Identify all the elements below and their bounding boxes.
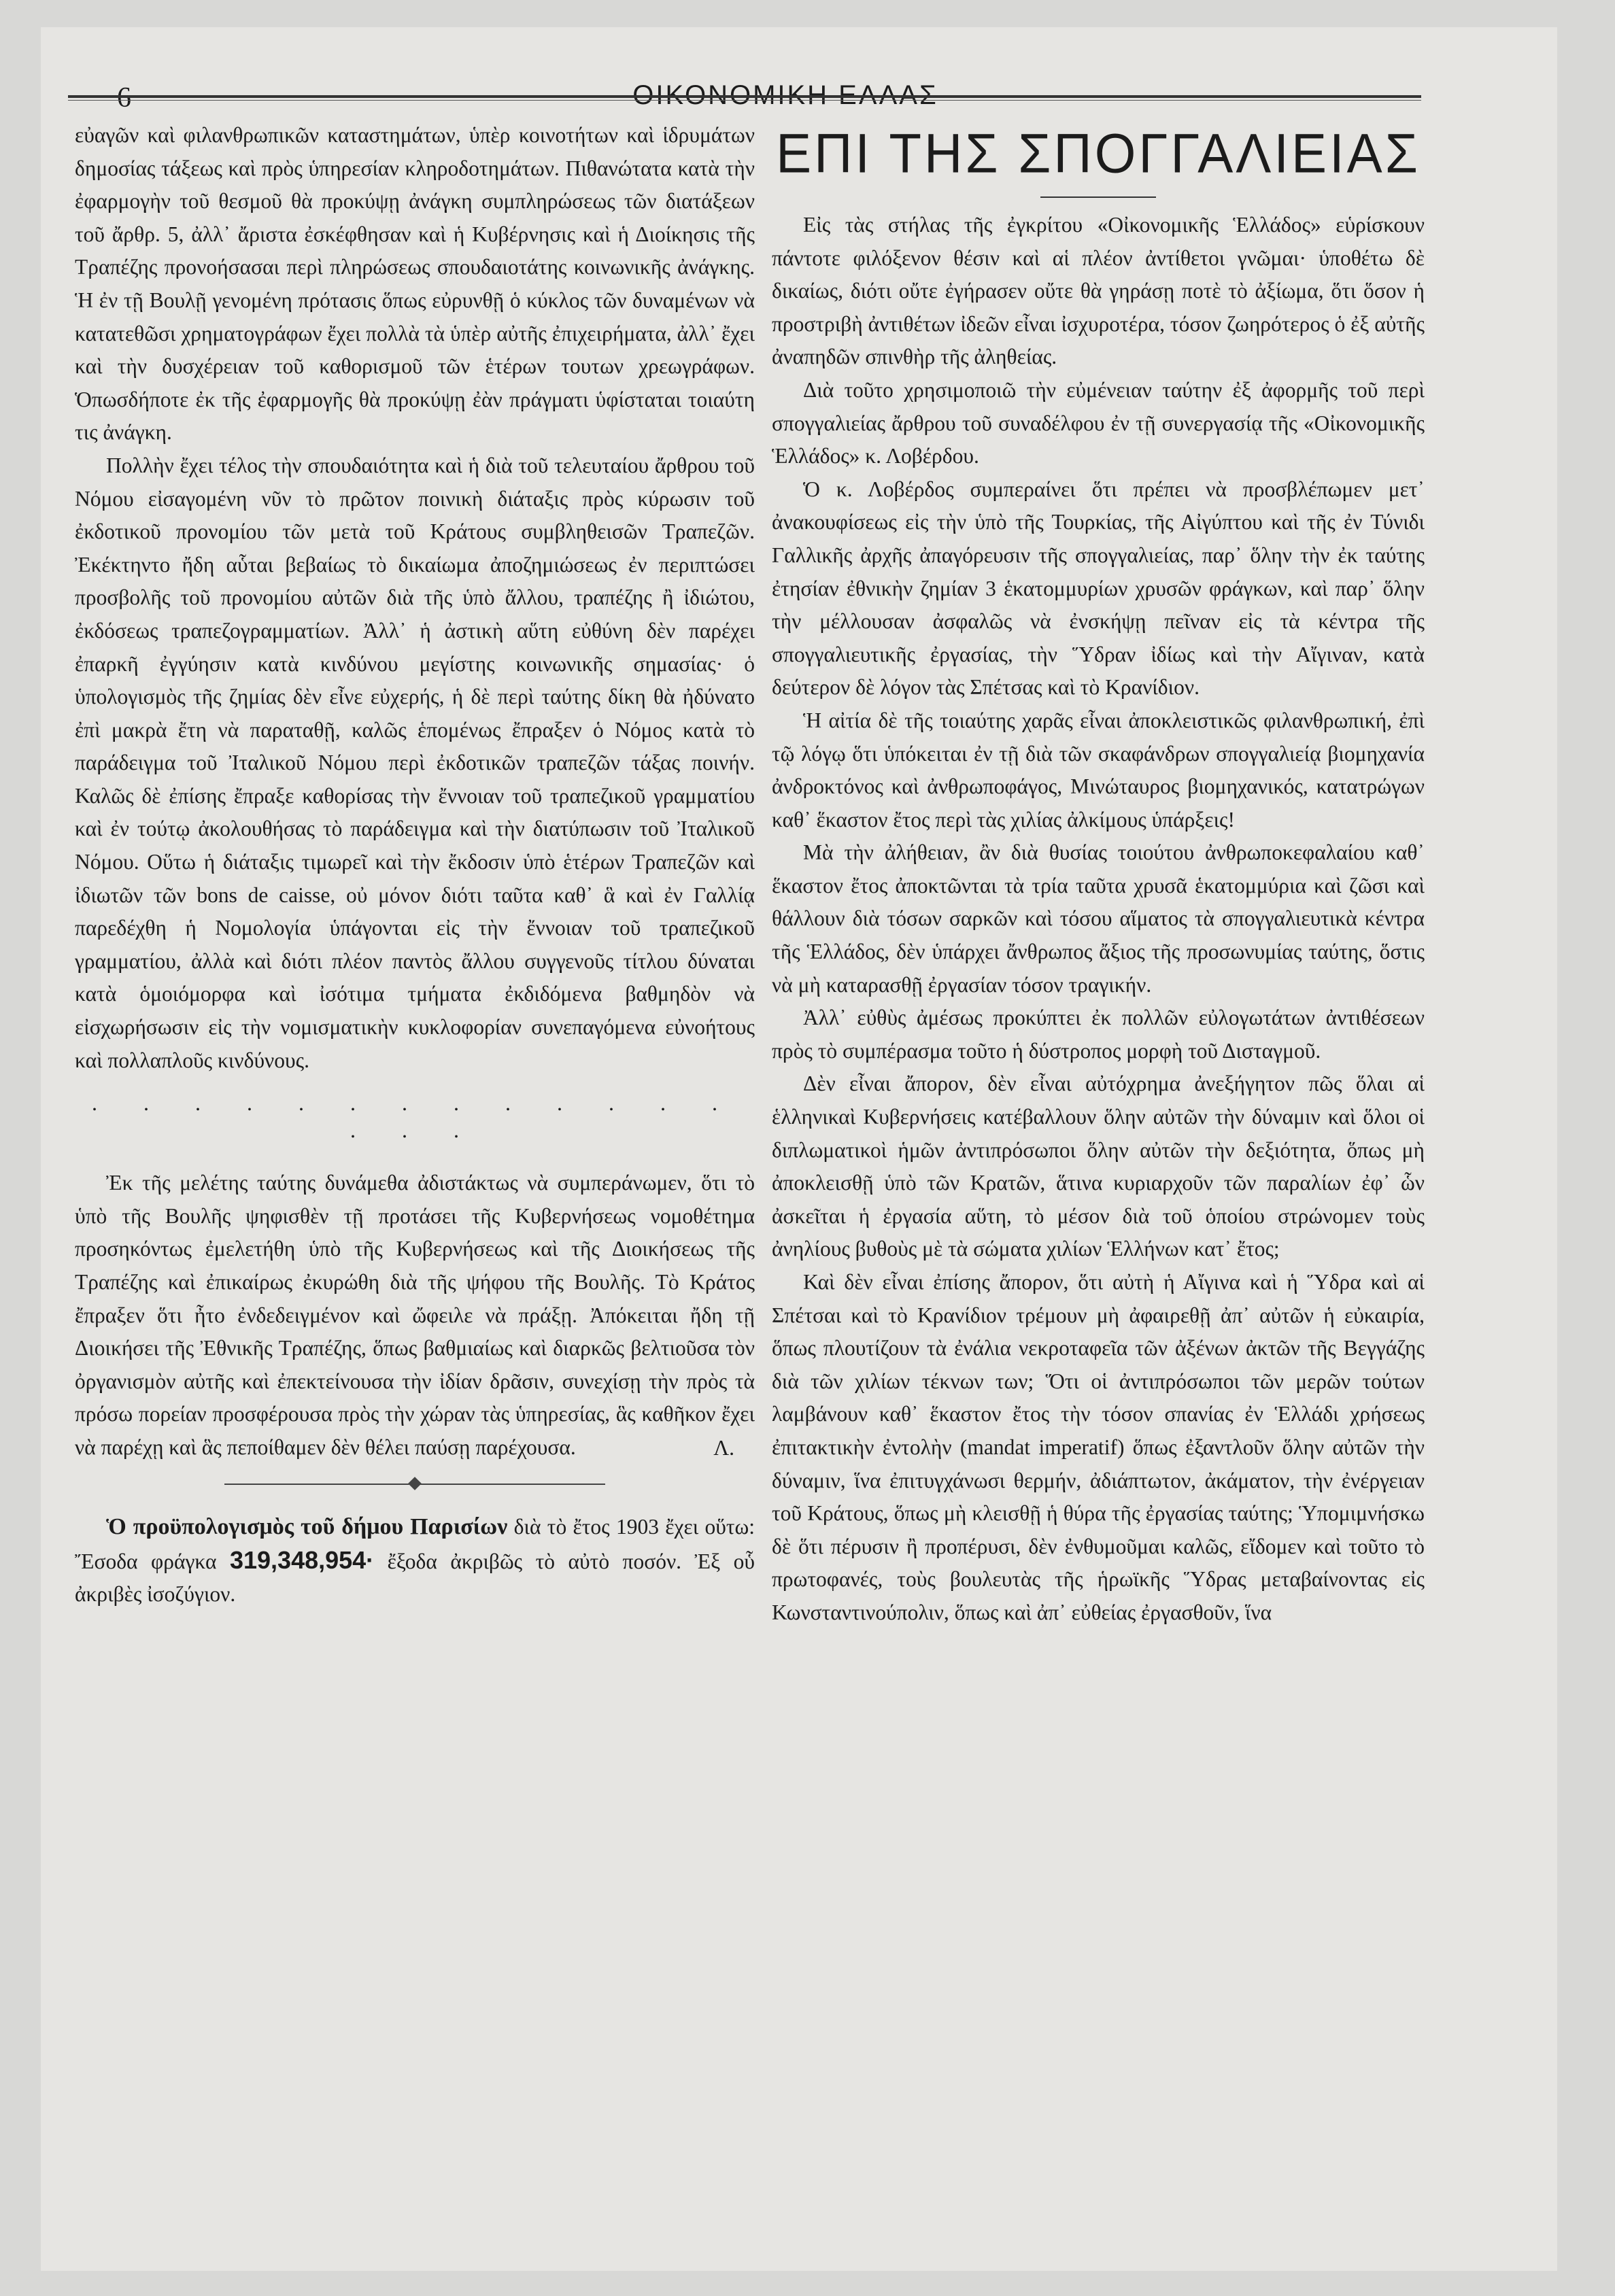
budget-note-title: Ὁ προϋπολογισμὸς τοῦ δήμου Παρισίων xyxy=(106,1514,508,1540)
right-paragraph: Δὲν εἶναι ἄπορον, δὲν εἶναι αὐτόχρημα ἀνεξήγητον πῶς ὅλαι αἱ ἑλληνικαὶ Κυβερνήσεις κατέβαλλουν ὅλην αὐτῶν τὴν δύναμιν καὶ ὅλοι οἱ διπλωματικοὶ ἡμῶν ἀντιπρόσωποι ὅλην αὐτῶν τὴν δεξιότητα, ὅπως μὴ ἀποκλεισθῇ ὑπὸ τῶν Κρατῶν, ἅτινα κυριαρχοῦν τῶν παραλίων ἐφ᾽ ὧν ἀσκεῖται ἡ ἐργασία αὕτη, τὸ μέσον διὰ τοῦ ὁποίου στρώνομεν τοὺς ἀνηλίους βυθοὺς μὲ τὰ σώματα χιλίων Ἑλλήνων κατ᾽ ἔτος; xyxy=(772,1072,1425,1261)
article-title: ΕΠΙ ΤΗΣ ΣΠΟΓΓΑΛΙΕΙΑΣ xyxy=(776,121,1421,185)
right-paragraph: Ὁ κ. Λοβέρδος συμπεραίνει ὅτι πρέπει νὰ προσβλέπωμεν μετ᾽ ἀνακουφίσεως εἰς τὴν ὑπὸ τῆς Τουρκίας, τῆς Αἰγύπτου καὶ τῆς ἐν Τύνιδι Γαλλικῆς ἀρχῆς ἀπαγόρευσιν τῆς σπογγαλιείας, παρ᾽ ὅλην τὴν ἐκ ταύτης ἐτησίαν ἐθνικὴν ζημίαν 3 ἑκατομμυρίων χρυσῶν φράγκων, καὶ παρ᾽ ὅλην τὴν μέλλουσαν ἀσφαλῶς νὰ ἐνσκήψῃ πεῖναν εἰς τὰ κέντρα τῆς σπογγαλιευτικῆς ἐργασίας, τὴν Ὕδραν ἰδίως καὶ τὴν Αἴγιναν, κατὰ δεύτερον δὲ λόγον τὰς Σπέτσας καὶ τὸ Κρανίδιον. xyxy=(772,477,1425,700)
budget-note-text-end: ἔξοδα ἀκριβῶς τὸ αὐτὸ ποσόν. Ἐξ οὗ ἀκριβὲς ἰσοζύγιον. xyxy=(75,1549,755,1607)
right-paragraph: Καὶ δὲν εἶναι ἐπίσης ἄπορον, ὅτι αὐτὴ ἡ Αἴγινα καὶ ἡ Ὕδρα καὶ αἱ Σπέτσαι καὶ τὸ Κρανίδιον τρέμουν μὴ ἀφαιρεθῇ ἀπ᾽ αὐτῶν ἡ εὐκαιρία, ὅπως πλουτίζουν τὰ ἐνάλια νεκροταφεῖα τῶν ἀξένων ἀκτῶν τῆς Βεγγάζης διὰ τῶν χιλίων τέκνων των; Ὅτι οἱ ἀντιπρόσωποι τῶν μερῶν τούτων λαμβάνουν καθ᾽ ἕκαστον ἔτος τὴν τόσον σπανίας ἐν Ἑλλάδι χρήσεως ἐπιτακτικὴν ἐντολὴν (mandat imperatif) ὅπως ἐξαντλοῦν ὅλην αὐτῶν τὴν δύναμιν, ἵνα ἐπιτυγχάνωσι θερμήν, ἀδιάπτωτον, ἀκάματον, τὴν ἐνέργειαν τοῦ Κράτους, ὅπως μὴ κλεισθῇ ἡ θύρα τῆς ἐργασίας ταύτης; Ὑπομιμνήσκω δὲ ὅτι πέρυσιν ἢ προπέρυσι, δὲν ἐνθυμοῦμαι καλῶς, εἴδομεν καὶ τοῦτο τὸ πρωτοφανές, τοὺς βουλευτὰς τῆς ἡρωϊκῆς Ὕδρας μεταβαίνοντας εἰς Κωνσταντινούπολιν, ὅπως καὶ ἀπ᾽ εὐθείας ἐργασθοῦν, ἵνα xyxy=(772,1270,1425,1624)
ellipsis-separator: . . . . . . . . . . . . . . . . xyxy=(92,1091,738,1143)
right-paragraph: Μὰ τὴν ἀλήθειαν, ἂν διὰ θυσίας τοιούτου ἀνθρωποκεφαλαίου καθ᾽ ἕκαστον ἔτος ἀποκτῶνται τὰ τρία ταῦτα χρυσᾶ ἑκατομμύρια καὶ ζῶσι καὶ θάλλουν διὰ τόσων σαρκῶν καὶ τόσου αἵματος τὰ σπογγαλιευτικὰ κέντρα τῆς Ἑλλάδος, δὲν ὑπάρχει ἄνθρωπος ἄξιος τῆς προσωνυμίας ταύτης, ὅστις νὰ μὴ καταρασθῇ ἐργασίαν τόσον τραγικήν. xyxy=(772,840,1425,997)
right-paragraph: Εἰς τὰς στήλας τῆς ἐγκρίτου «Οἰκονομικῆς Ἑλλάδος» εὑρίσκουν πάντοτε φιλόξενον θέσιν καὶ αἱ πλέον ἀντίθετοι γνῶμαι· ὑποθέτω δὲ δικαίως, διότι οὔτε ἐγήρασεν οὔτε θὰ γηράσῃ ποτὲ τὸ ἀξίωμα, ὅτι ὅσον ἡ προστριβὴ ἀντιθέτων ἰδεῶν εἶναι ἰσχυροτέρα, τόσον ζωηρότερος ὁ ἐξ αὐτῆς ἀναπηδῶν σπινθὴρ τῆς ἀληθείας. xyxy=(772,213,1425,369)
right-paragraph: Ἀλλ᾽ εὐθὺς ἀμέσως προκύπτει ἐκ πολλῶν εὐλογωτάτων ἀντιθέσεων πρὸς τὸ συμπέρασμα τοῦτο ἡ δύστροπος μορφὴ τοῦ Δισταγμοῦ. xyxy=(772,1006,1425,1063)
title-rule xyxy=(1040,196,1156,198)
right-paragraph: Ἡ αἰτία δὲ τῆς τοιαύτης χαρᾶς εἶναι ἀποκλειστικῶς φιλανθρωπική, ἐπὶ τῷ λόγῳ ὅτι ὑπόκειται ἐν τῇ διὰ τῶν σκαφάνδρων σπογγαλιείᾳ βιομηχανία ἀνδροκτόνος καὶ ἀνθρωποφάγος, Μινώταυρος βιομηχανικός, κατατρώγων καθ᾽ ἕκαστον ἔτος περὶ τὰς χιλίας ἀλκίμους ὑπάρξεις! xyxy=(772,708,1425,832)
divider-ornament xyxy=(408,1477,422,1490)
header-rule xyxy=(68,95,1421,101)
right-paragraph: Διὰ τοῦτο χρησιμοποιῶ τὴν εὐμένειαν ταύτην ἐξ ἀφορμῆς τοῦ περὶ σπογγαλιείας ἄρθρου τοῦ συναδέλφου ἐν τῇ συνεργασίᾳ τῆς «Οἰκονομικῆς Ἑλλάδος» κ. Λοβέρδου. xyxy=(772,377,1425,468)
budget-note-text: διὰ τὸ ἔτος 1903 ἔχει οὕτω: Ἔσοδα φράγκα xyxy=(75,1515,755,1573)
left-paragraph: εὐαγῶν καὶ φιλανθρωπικῶν καταστημάτων, ὑπὲρ κοινοτήτων καὶ ἱδρυμάτων δημοσίας τάξεως καὶ πρὸς ὑπηρεσίαν κληροδοτημάτων. Πιθανώτατα κατὰ τὴν ἐφαρμογὴν τοῦ θεσμοῦ θὰ προκύψῃ ἀνάγκη συμπληρώσεως τῶν διατάξεων τοῦ ἄρθρ. 5, ἀλλ᾽ ἄριστα ἐσκέφθησαν καὶ ἡ Κυβέρνησις καὶ ἡ Διοίκησις τῆς Τραπέζης προνοήσασαι περὶ πληρώσεως σπουδαιοτάτης κοινωνικῆς ἀνάγκης. Ἡ ἐν τῇ Βουλῇ γενομένη πρότασις ὅπως εὐρυνθῇ ὁ κύκλος τῶν δυναμένων νὰ κατατεθῶσι χρηματογράφων ἔχει πολλὰ τὰ ὑπὲρ αὐτῆς ἐπιχειρήματα, ἀλλ᾽ ἔχει καὶ τὴν δυσχέρειαν τοῦ καθορισμοῦ τῶν ἑτέρων τουτων χρεωγράφων. Ὁπωσδήποτε ἐκ τῆς ἐφαρμογῆς θὰ προκύψῃ ἐὰν πράγματι ὑφίσταται τοιαύτη τις ἀνάγκη. xyxy=(75,123,755,445)
budget-note xyxy=(75,1511,755,1611)
section-divider xyxy=(224,1484,605,1485)
left-column xyxy=(75,119,755,1611)
author-signature: Λ. xyxy=(713,1435,734,1460)
journal-title: ΟΙΚΟΝΟΜΙΚΗ ΕΛΛΑΣ xyxy=(632,80,938,110)
page-number: 6 xyxy=(117,82,131,114)
left-paragraph: Ἐκ τῆς μελέτης ταύτης δυνάμεθα ἀδιστάκτως νὰ συμπεράνωμεν, ὅτι τὸ ὑπὸ τῆς Βουλῆς ψηφισθὲν τῇ προτάσει τῆς Κυβερνήσεως νομοθέτημα προσηκόντως ἐμελετήθη ὑπὸ τῆς Κυβερνήσεως καὶ τῆς Διοικήσεως τῆς Τραπέζης καὶ ἐπικαίρως ἐκυρώθη διὰ τῆς ψήφου τῆς Βουλῆς. Τὸ Κράτος ἔπραξεν ὅτι ἦτο ἐνδεδειγμένον καὶ ὤφειλε νὰ πράξῃ. Ἀπόκειται ἤδη τῇ Διοικήσει τῆς Ἐθνικῆς Τραπέζης, ὅπως βαθμιαίως καὶ διαρκῶς βελτιοῦσα τὸν ὀργανισμὸν αὐτῆς καὶ ἐπεκτείνουσα τὴν ἰδίαν δρᾶσιν, συνεχίσῃ τὴν πρὸς τὰ πρόσω πορείαν προσφέρουσα πρὸς τὴν χώραν τὰς ὑπηρεσίας, ἃς καθῆκον ἔχει νὰ παρέχῃ καὶ ἃς πεποίθαμεν δὲν θέλει παύσῃ παρέχουσα. xyxy=(75,1171,755,1459)
left-paragraph: Πολλὴν ἔχει τέλος τὴν σπουδαιότητα καὶ ἡ διὰ τοῦ τελευταίου ἄρθρου τοῦ Νόμου εἰσαγομένη νῦν τὸ πρῶτον ποινικὴ διάταξις πρὸς κύρωσιν τοῦ ἐκδοτικοῦ προνομίου τῶν μετὰ τοῦ Κράτους συμβληθεισῶν Τραπεζῶν. Ἐκέκτηντο ἤδη αὗται βεβαίως τὸ δικαίωμα ἀποζημιώσεως ἐν περιπτώσει προσβολῆς τοῦ προνομίου αὐτῶν διὰ τῆς ὑπὸ ἄλλου, τραπέζης ἢ ἰδιώτου, ἐκδόσεως τραπεζογραμματίων. Ἀλλ᾽ ἡ ἀστικὴ αὕτη εὐθύνη δὲν παρέχει ἐπαρκῆ ἐγγύησιν κατὰ κινδύνου μεγίστης κοινωνικῆς σημασίας· ὁ ὑπολογισμὸς τῆς ζημίας δὲν εἶνε εὐχερής, ἡ δὲ περὶ ταύτης δίκη θὰ ἠδύνατο ἐπὶ μακρὰ ἔτη νὰ παραταθῇ, καλῶς ἑπομένως ἔπραξεν ὁ Νόμος κατὰ τὸ παράδειγμα τοῦ Ἰταλικοῦ Νόμου περὶ ἐκδοτικῶν τραπεζῶν τάξας ποινήν. Καλῶς δὲ ἐπίσης ἔπραξε καθορίσας τὴν ἔννοιαν τοῦ τραπεζικοῦ γραμματίου καὶ ἐν τούτῳ ἀκολουθήσας τὸ παράδειγμα καὶ τὴν διατύπωσιν τοῦ Ἰταλικοῦ Νόμου. Οὕτω ἡ διάταξις τιμωρεῖ καὶ τὴν ἔκδοσιν ὑπὸ ἑτέρων Τραπεζῶν καὶ ἰδιωτῶν τῶν bons de caisse, οὐ μόνον διότι ταῦτα καθ᾽ ἃ καὶ ἐν Γαλλίᾳ παρεδέχθη ἡ Νομολογία ὑπάγονται εἰς τὴν ἔννοιαν τοῦ τραπεζικοῦ γραμματίου, ἀλλὰ καὶ διότι πλέον παντὸς ἄλλου συγγενοῦς τίτλου δύναται κατὰ ὁμοιόμορφα καὶ ἰσότιμα τμήματα ἐκδιδόμενα βαθμηδὸν νὰ εἰσχωρήσωσιν εἰς τὴν νομισματικὴν κυκλοφορίαν συνεπαγόμενα εὐνοήτους καὶ πολλαπλοῦς κινδύνους. xyxy=(75,453,755,1072)
budget-note-amount: 319,348,954· xyxy=(229,1545,375,1574)
right-column xyxy=(772,119,1425,1630)
